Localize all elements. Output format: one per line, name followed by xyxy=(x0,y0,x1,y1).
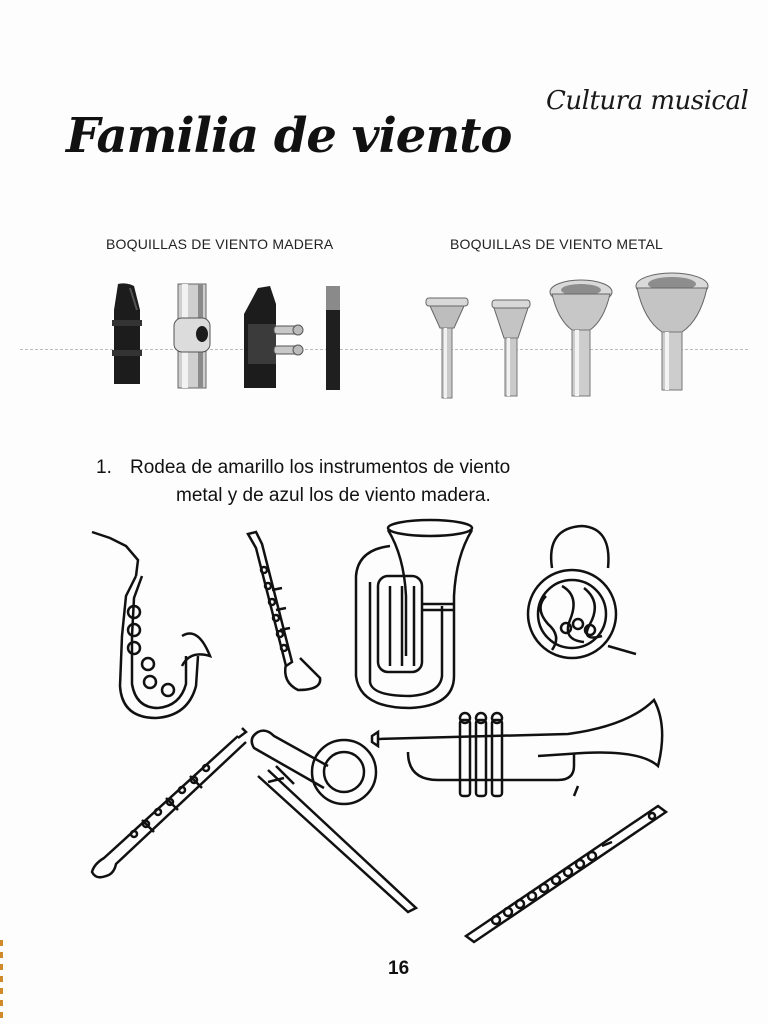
double-reed-photo xyxy=(322,284,344,392)
tuba-mouthpiece-photo xyxy=(634,270,710,392)
oboe-drawing[interactable] xyxy=(86,724,250,884)
saxophone-drawing[interactable] xyxy=(86,526,216,726)
page-number: 16 xyxy=(388,958,410,979)
page-edge-mark xyxy=(0,940,3,1020)
subject-label: Cultura musical xyxy=(546,86,749,116)
horn-mouthpiece-photo xyxy=(490,298,532,398)
trumpet-mouthpiece-photo xyxy=(424,294,470,400)
flute-drawing[interactable] xyxy=(462,802,670,948)
french-horn-drawing[interactable] xyxy=(522,524,640,664)
trumpet-drawing[interactable] xyxy=(368,696,666,806)
flute-headjoint-photo xyxy=(170,282,214,390)
clarinet-mouthpiece-photo xyxy=(240,284,306,392)
exercise-number: 1. xyxy=(96,457,112,478)
instruction-line-1: Rodea de amarillo los instrumentos de viento xyxy=(130,457,511,478)
tuba-drawing[interactable] xyxy=(350,516,474,714)
trombone-mouthpiece-photo xyxy=(548,276,614,398)
woodwind-mouthpieces-label: BOQUILLAS DE VIENTO MADERA xyxy=(106,236,334,252)
exercise-instruction xyxy=(96,454,510,510)
clarinet-drawing[interactable] xyxy=(242,530,326,696)
recorder-mouthpiece-photo xyxy=(104,280,152,392)
brass-mouthpieces-label: BOQUILLAS DE VIENTO METAL xyxy=(450,236,663,252)
page-title: Familia de viento xyxy=(66,108,512,164)
instruction-line-2: metal y de azul los de viento madera. xyxy=(176,485,491,506)
